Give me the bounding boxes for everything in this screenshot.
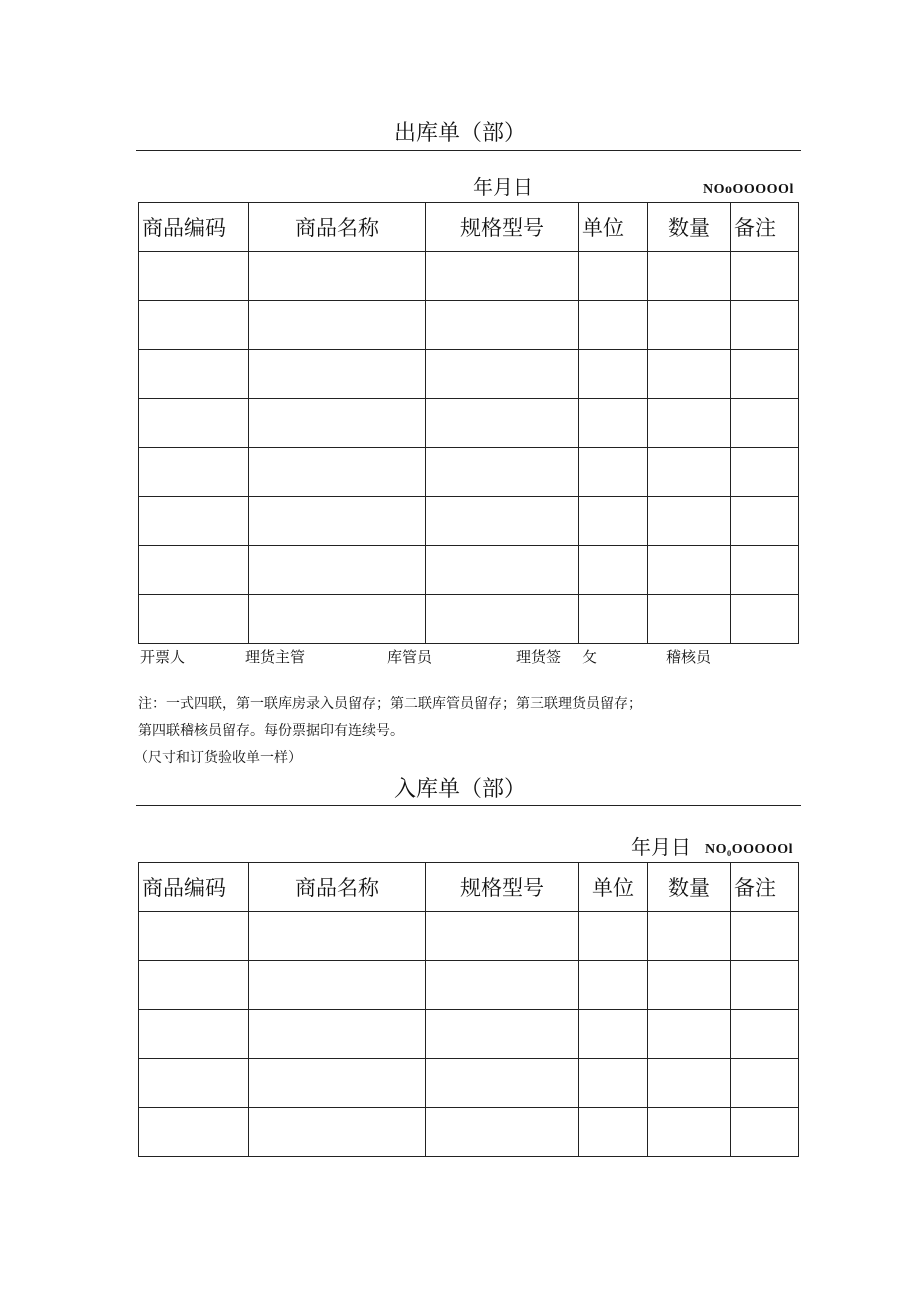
table-cell[interactable] xyxy=(249,448,426,497)
table-cell[interactable] xyxy=(731,1010,799,1059)
inbound-col-remarks: 备注 xyxy=(731,863,799,912)
table-cell[interactable] xyxy=(648,912,731,961)
table-cell[interactable] xyxy=(648,301,731,350)
outbound-title: 出库单（部） xyxy=(394,121,527,146)
table-cell[interactable] xyxy=(731,301,799,350)
table-row xyxy=(139,497,799,546)
table-cell[interactable] xyxy=(426,301,579,350)
table-cell[interactable] xyxy=(249,497,426,546)
table-cell[interactable] xyxy=(731,912,799,961)
table-cell[interactable] xyxy=(249,595,426,644)
inbound-col-spec-model: 规格型号 xyxy=(426,863,579,912)
table-row xyxy=(139,912,799,961)
inbound-col-product-code: 商品编码 xyxy=(139,863,249,912)
table-cell[interactable] xyxy=(249,546,426,595)
inbound-table-body xyxy=(139,912,799,1157)
outbound-title-rule xyxy=(136,150,801,151)
outbound-col-quantity: 数量 xyxy=(648,203,731,252)
table-cell[interactable] xyxy=(249,912,426,961)
table-cell[interactable] xyxy=(648,252,731,301)
table-cell[interactable] xyxy=(731,595,799,644)
table-cell[interactable] xyxy=(426,595,579,644)
inbound-header-row xyxy=(139,863,799,912)
table-cell[interactable] xyxy=(139,350,249,399)
outbound-col-product-code: 商品编码 xyxy=(139,203,249,252)
inbound-col-product-name: 商品名称 xyxy=(249,863,426,912)
table-cell[interactable] xyxy=(579,448,648,497)
table-cell[interactable] xyxy=(731,448,799,497)
inbound-date-label: 年月日 xyxy=(631,835,691,859)
table-cell[interactable] xyxy=(249,961,426,1010)
table-cell[interactable] xyxy=(426,546,579,595)
table-row xyxy=(139,595,799,644)
table-cell[interactable] xyxy=(249,399,426,448)
table-cell[interactable] xyxy=(648,961,731,1010)
table-cell[interactable] xyxy=(139,546,249,595)
table-cell[interactable] xyxy=(426,1010,579,1059)
table-cell[interactable] xyxy=(648,399,731,448)
table-cell[interactable] xyxy=(731,399,799,448)
table-row xyxy=(139,448,799,497)
table-row xyxy=(139,1010,799,1059)
inbound-serial-number: NO₀OOOOOl xyxy=(705,842,794,857)
table-cell[interactable] xyxy=(426,961,579,1010)
signature-goods-sign: 理货签 xyxy=(516,648,562,666)
table-cell[interactable] xyxy=(139,399,249,448)
table-cell[interactable] xyxy=(426,448,579,497)
table-row xyxy=(139,961,799,1010)
inbound-table xyxy=(138,862,799,1157)
inbound-title: 入库单（部） xyxy=(394,777,527,802)
table-cell[interactable] xyxy=(139,1010,249,1059)
signature-issuer: 开票人 xyxy=(140,648,186,666)
table-cell[interactable] xyxy=(648,1010,731,1059)
table-cell[interactable] xyxy=(139,1108,249,1157)
table-cell[interactable] xyxy=(139,252,249,301)
table-row xyxy=(139,546,799,595)
table-cell[interactable] xyxy=(731,961,799,1010)
table-cell[interactable] xyxy=(579,595,648,644)
table-cell[interactable] xyxy=(139,448,249,497)
table-cell[interactable] xyxy=(139,595,249,644)
inbound-title-rule xyxy=(136,805,801,806)
table-cell[interactable] xyxy=(579,1059,648,1108)
table-cell[interactable] xyxy=(426,497,579,546)
table-cell[interactable] xyxy=(731,1059,799,1108)
table-cell[interactable] xyxy=(648,448,731,497)
table-row xyxy=(139,301,799,350)
table-cell[interactable] xyxy=(426,399,579,448)
table-cell[interactable] xyxy=(731,497,799,546)
table-cell[interactable] xyxy=(249,1010,426,1059)
table-cell[interactable] xyxy=(139,912,249,961)
table-cell[interactable] xyxy=(579,252,648,301)
table-cell[interactable] xyxy=(579,399,648,448)
outbound-date-label: 年月日 xyxy=(473,175,533,199)
table-cell[interactable] xyxy=(139,1059,249,1108)
table-cell[interactable] xyxy=(426,1059,579,1108)
table-cell[interactable] xyxy=(579,1010,648,1059)
table-cell[interactable] xyxy=(648,1059,731,1108)
table-cell[interactable] xyxy=(648,497,731,546)
outbound-col-unit: 单位 xyxy=(579,203,648,252)
table-cell[interactable] xyxy=(139,961,249,1010)
table-cell[interactable] xyxy=(249,350,426,399)
table-cell[interactable] xyxy=(139,301,249,350)
note-line-1: 注：一式四联，第一联库房录入员留存；第二联库管员留存；第三联理货员留存； xyxy=(138,696,642,712)
outbound-table xyxy=(138,202,799,644)
inbound-col-quantity: 数量 xyxy=(648,863,731,912)
table-cell[interactable] xyxy=(426,1108,579,1157)
signature-auditor: 稽核员 xyxy=(666,648,712,666)
table-cell[interactable] xyxy=(731,1108,799,1157)
table-cell[interactable] xyxy=(426,912,579,961)
outbound-serial-number: NOoOOOOOl xyxy=(703,182,794,197)
note-line-2: 第四联稽核员留存。每份票据印有连续号。 xyxy=(138,723,404,739)
table-row xyxy=(139,350,799,399)
table-row xyxy=(139,1108,799,1157)
table-cell[interactable] xyxy=(579,1108,648,1157)
table-cell[interactable] xyxy=(139,497,249,546)
signature-goods-sign-suffix: 攵 xyxy=(582,648,598,666)
table-cell[interactable] xyxy=(648,1108,731,1157)
outbound-table-body xyxy=(139,252,799,644)
table-cell[interactable] xyxy=(579,301,648,350)
inbound-col-unit: 单位 xyxy=(579,863,648,912)
table-row xyxy=(139,1059,799,1108)
table-cell[interactable] xyxy=(579,961,648,1010)
signature-goods-supervisor: 理货主管 xyxy=(245,648,306,666)
table-cell[interactable] xyxy=(426,350,579,399)
table-row xyxy=(139,399,799,448)
table-cell[interactable] xyxy=(249,252,426,301)
table-row xyxy=(139,252,799,301)
table-cell[interactable] xyxy=(249,1108,426,1157)
table-cell[interactable] xyxy=(579,497,648,546)
outbound-col-spec-model: 规格型号 xyxy=(426,203,579,252)
table-cell[interactable] xyxy=(731,252,799,301)
signature-warehouse-keeper: 库管员 xyxy=(387,648,433,666)
table-cell[interactable] xyxy=(731,546,799,595)
outbound-header-row xyxy=(139,203,799,252)
table-cell[interactable] xyxy=(648,350,731,399)
table-cell[interactable] xyxy=(249,301,426,350)
table-cell[interactable] xyxy=(731,350,799,399)
table-cell[interactable] xyxy=(249,1059,426,1108)
table-cell[interactable] xyxy=(579,350,648,399)
table-cell[interactable] xyxy=(426,252,579,301)
outbound-col-product-name: 商品名称 xyxy=(249,203,426,252)
table-cell[interactable] xyxy=(579,546,648,595)
outbound-col-remarks: 备注 xyxy=(731,203,799,252)
table-cell[interactable] xyxy=(648,546,731,595)
table-cell[interactable] xyxy=(648,595,731,644)
note-line-3: （尺寸和订货验收单一样） xyxy=(134,750,302,766)
table-cell[interactable] xyxy=(579,912,648,961)
